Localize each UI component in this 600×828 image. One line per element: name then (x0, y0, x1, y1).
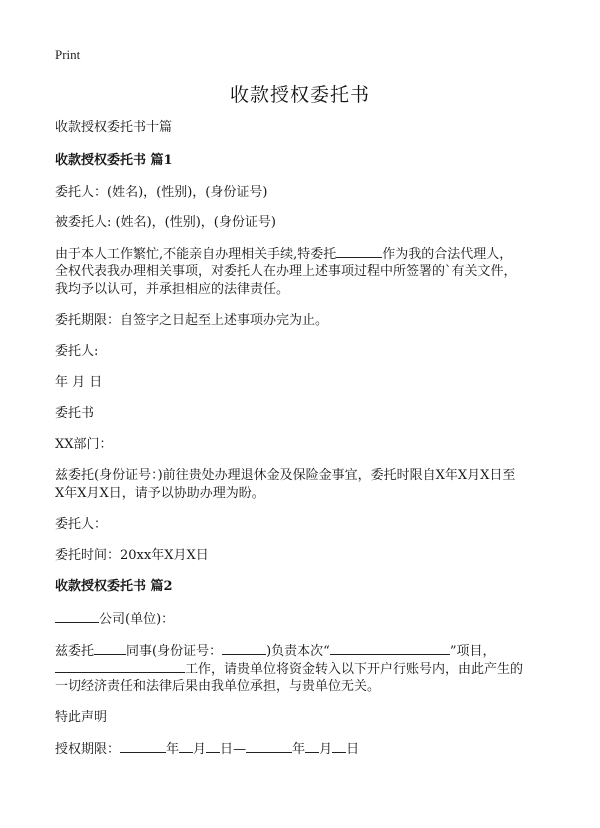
blank-underline (179, 740, 193, 753)
entrust-a: 兹委托 (55, 644, 95, 659)
entrust-line-3: 一切经济责任和法律后果由我单位承担，与贵单位无关。 (55, 679, 381, 694)
company-line (55, 610, 174, 628)
blank-underline (94, 642, 126, 655)
month-label-2: 月 (319, 742, 333, 757)
time-line: 委托时间：20xx年X月X日 (55, 548, 209, 563)
blank-underline (55, 610, 99, 623)
letter-line-2: X年X月X日，请予以协助办理为盼。 (55, 486, 265, 501)
agent-line: 被委托人: (姓名)，(性别)，(身份证号) (55, 215, 276, 230)
blank-underline (332, 740, 346, 753)
blank-underline (222, 642, 266, 655)
day-label: 日 (220, 742, 234, 757)
dash: — (233, 742, 247, 757)
year-label: 年 (166, 742, 180, 757)
print-link[interactable]: Print (55, 47, 81, 62)
letter-line-1: 兹委托(身份证号：)前往贵处办理退休金及保险金事宜，委托时限自X年X月X日至 (55, 468, 516, 483)
entrust-l2: 工作，请贵单位将资金转入以下开户行账号内，由此产生的 (185, 662, 524, 677)
month-label: 月 (193, 742, 207, 757)
blank-underline (246, 740, 292, 753)
declaration-line: 特此声明 (55, 710, 108, 725)
signature-line-2: 委托人： (55, 517, 108, 532)
blank-underline (206, 740, 220, 753)
day-label-2: 日 (346, 742, 360, 757)
signature-line: 委托人: (55, 344, 99, 359)
document-subtitle: 收款授权委托书十篇 (55, 120, 173, 135)
body-line-2: 全权代表我办理相关事项，对委托人在办理上述事项过程中所签署的`有关文件， (55, 264, 517, 279)
auth-label: 授权期限： (55, 742, 121, 757)
body-line-1 (55, 245, 512, 263)
blank-underline (305, 740, 319, 753)
body-line-1-a: 由于本人工作繁忙,不能亲自办理相关手续,特委托 (55, 247, 337, 262)
period-line: 委托期限：自签字之日起至上述事项办完为止。 (55, 313, 329, 328)
department-line: XX部门： (55, 437, 113, 452)
year-label-2: 年 (292, 742, 306, 757)
entrust-c: )负责本次“ (266, 644, 330, 659)
body-line-3: 我均予以认可，并承担相应的法律责任。 (55, 282, 290, 297)
blank-underline (330, 642, 450, 655)
entrust-line-2 (55, 660, 523, 678)
entrust-line-1 (55, 642, 495, 660)
section-heading-1: 收款授权委托书 篇1 (55, 153, 173, 168)
body-line-1-b: 作为我的合法代理人， (382, 247, 513, 262)
section-heading-2: 收款授权委托书 篇2 (55, 579, 173, 594)
document-title: 收款授权委托书 (229, 84, 370, 106)
company-label: 公司(单位)： (99, 612, 175, 627)
letter-title: 委托书 (55, 406, 95, 421)
blank-underline (120, 740, 166, 753)
entrust-d: ”项目， (449, 644, 496, 659)
date-line: 年 月 日 (55, 375, 103, 390)
principal-line: 委托人：(姓名)，(性别)，(身份证号) (55, 185, 268, 200)
authorization-period-line (55, 740, 359, 758)
entrust-b: 同事(身份证号： (126, 644, 223, 659)
blank-underline (55, 660, 185, 673)
blank-underline (336, 245, 382, 258)
